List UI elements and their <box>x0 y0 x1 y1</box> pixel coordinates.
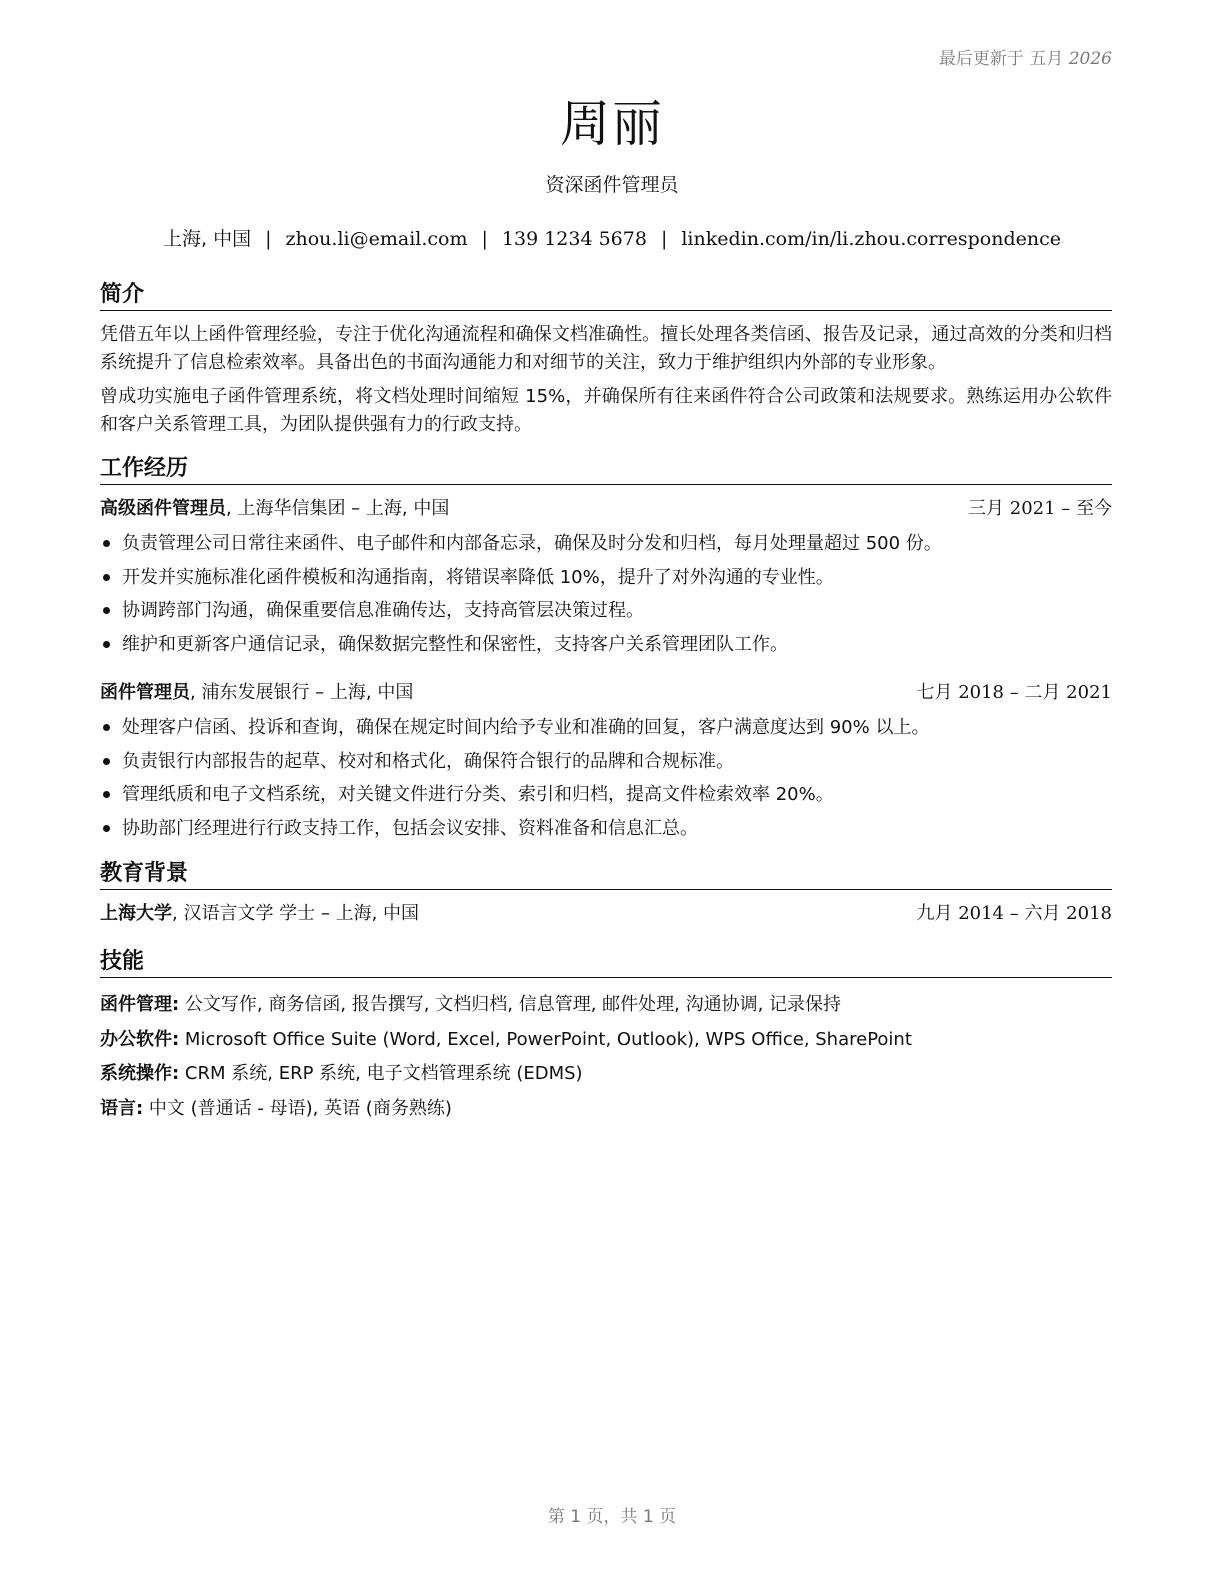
last-updated <box>939 44 1112 69</box>
education-entry <box>100 900 1112 928</box>
contact-linkedin[interactable]: linkedin.com/in/li.zhou.correspondence <box>681 228 1061 250</box>
summary-section <box>100 277 1112 445</box>
contact-separator: | <box>265 228 272 250</box>
skills-heading: 技能 <box>100 944 1112 978</box>
skill-value: 公文写作, 商务信函, 报告撰写, 文档归档, 信息管理, 邮件处理, 沟通协调, 记录保持 <box>179 994 842 1015</box>
job-org: , 浦东发展银行 – 上海, 中国 <box>190 682 414 703</box>
job-role: 函件管理员 <box>100 682 190 703</box>
contact-separator: | <box>481 228 488 250</box>
job-date: 七月 2018 – 二月 2021 <box>916 682 1112 703</box>
skill-label: 办公软件: <box>100 1028 180 1050</box>
summary-paragraph: 曾成功实施电子函件管理系统，将文档处理时间缩短 15%，并确保所有往来函件符合公司政策和法规要求。熟练运用办公软件和客户关系管理工具，为团队提供强有力的行政支持。 <box>100 386 1112 435</box>
job-bullet: 协调跨部门沟通，确保重要信息准确传达，支持高管层决策过程。 <box>100 594 1112 628</box>
skill-row <box>100 1023 1112 1058</box>
job-date: 三月 2021 – 至今 <box>968 498 1112 519</box>
contact-phone: 139 1234 5678 <box>501 228 647 250</box>
contact-email[interactable]: zhou.li@email.com <box>285 228 468 250</box>
job-bullet: 协助部门经理进行行政支持工作，包括会议安排、资料准备和信息汇总。 <box>100 812 1112 846</box>
contact-location: 上海, 中国 <box>162 228 252 250</box>
education-date: 九月 2014 – 六月 2018 <box>916 903 1112 924</box>
skill-row <box>100 1092 1112 1127</box>
skill-label: 系统操作: <box>100 1063 180 1084</box>
skill-row <box>100 988 1112 1023</box>
skill-value: Microsoft Office Suite (Word, Excel, PowerPoint, Outlook), WPS Office, SharePoint <box>179 1028 912 1050</box>
job-bullet: 处理客户信函、投诉和查询，确保在规定时间内给予专业和准确的回复，客户满意度达到 90% 以上。 <box>100 711 1112 745</box>
job-bullet: 负责管理公司日常往来函件、电子邮件和内部备忘录，确保及时分发和归档，每月处理量超过 500 份。 <box>100 527 1112 561</box>
experience-section <box>100 451 1112 845</box>
education-heading: 教育背景 <box>100 856 1112 890</box>
education-detail: , 汉语言文学 学士 – 上海, 中国 <box>172 903 420 924</box>
page-number: 第 1 页，共 1 页 <box>547 1507 677 1527</box>
job-bullet: 管理纸质和电子文档系统，对关键文件进行分类、索引和归档，提高文件检索效率 20%。 <box>100 778 1112 812</box>
experience-heading: 工作经历 <box>100 451 1112 485</box>
summary-paragraph: 凭借五年以上函件管理经验，专注于优化沟通流程和确保文档准确性。擅长处理各类信函、报告及记录，通过高效的分类和归档系统提升了信息检索效率。具备出色的书面沟通能力和对细节的关注，致力于维护组织内外部的专业形象。 <box>100 324 1112 373</box>
skill-label: 函件管理: <box>100 994 180 1015</box>
job-entry <box>100 495 1112 661</box>
job-bullet: 负责银行内部报告的起草、校对和格式化，确保符合银行的品牌和合规标准。 <box>100 745 1112 779</box>
contact-separator: | <box>660 228 668 250</box>
job-bullets <box>100 711 1112 845</box>
job-header <box>100 679 1112 707</box>
skill-value: CRM 系统, ERP 系统, 电子文档管理系统 (EDMS) <box>179 1063 583 1084</box>
job-org: , 上海华信集团 – 上海, 中国 <box>226 498 450 519</box>
summary-heading: 简介 <box>100 277 1112 311</box>
resume-name: 周丽 <box>560 95 664 153</box>
contact-line <box>0 224 1224 251</box>
education-school: 上海大学 <box>100 903 172 924</box>
job-header <box>100 495 1112 523</box>
job-entry <box>100 679 1112 845</box>
skill-row <box>100 1057 1112 1092</box>
skills-section <box>100 944 1112 1126</box>
skill-label: 语言: <box>100 1097 144 1119</box>
resume-title: 资深函件管理员 <box>545 174 679 196</box>
skill-value: 中文 (普通话 - 母语), 英语 (商务熟练) <box>143 1097 452 1119</box>
last-updated-year: 2026 <box>1068 49 1112 69</box>
last-updated-label: 最后更新于 五月 <box>938 49 1064 69</box>
education-section <box>100 856 1112 928</box>
job-bullet: 开发并实施标准化函件模板和沟通指南，将错误率降低 10%，提升了对外沟通的专业性。 <box>100 561 1112 595</box>
job-role: 高级函件管理员 <box>100 498 226 519</box>
job-bullet: 维护和更新客户通信记录，确保数据完整性和保密性，支持客户关系管理团队工作。 <box>100 628 1112 662</box>
job-bullets <box>100 527 1112 661</box>
